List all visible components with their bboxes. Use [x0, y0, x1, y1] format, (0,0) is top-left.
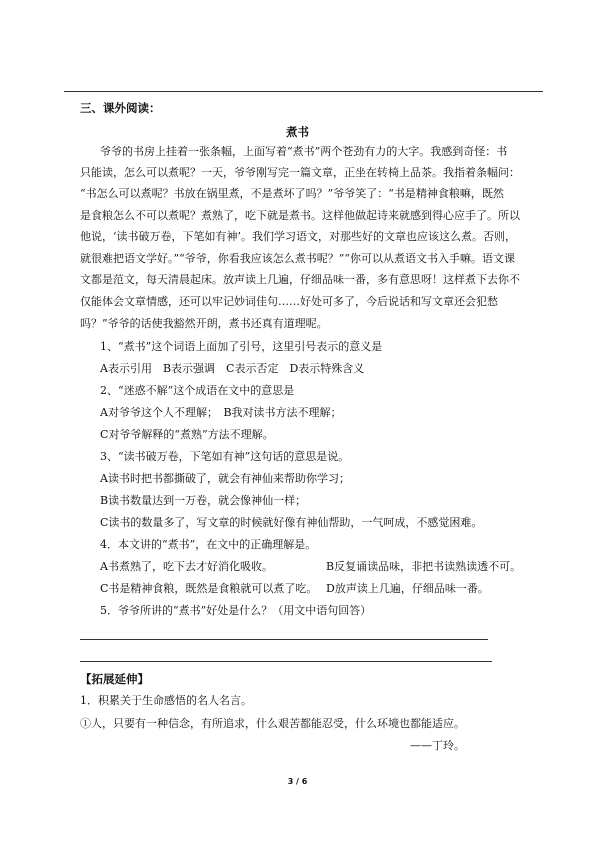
- section-title: 三、课外阅读：: [80, 101, 161, 115]
- question-4-option-d: D放声读上几遍，仔细品味一番。: [326, 582, 489, 595]
- question-3-option-c: C读书的数量多了，写文章的时候就好像有神仙帮助，一气呵成，不感觉困难。: [100, 516, 483, 529]
- extension-quote: ①人，只要有一种信念，有所追求，什么艰苦都能忍受，什么环境也都能适应。: [80, 717, 465, 730]
- question-3-option-b: B读书数量达到一万卷，就会像神仙一样；: [100, 494, 307, 507]
- passage-line: 仅能体会文章情感，还可以牢记妙词佳句……好处可多了，今后说话和写文章还会犯愁: [80, 295, 498, 308]
- question-2-options-ab: A对爷爷这个人不理解； B我对读书方法不理解；: [100, 406, 342, 419]
- question-5: 5．爷爷所讲的“煮书”好处是什么？（用文中语句回答）: [100, 604, 372, 617]
- question-3-option-a: A读书时把书都撕破了，就会有神仙来帮助你学习；: [100, 472, 350, 485]
- question-4-option-b: B反复诵读品味，非把书读熟读透不可。: [326, 560, 522, 573]
- answer-line: [80, 639, 488, 640]
- quote-author: ——丁玲。: [410, 739, 465, 752]
- passage-line: 他说，‘读书破万卷，下笔如有神’。我们学习语文，对那些好的文章也应该这么煮。否则，: [80, 230, 516, 243]
- question-4-option-a: A书煮熟了，吃下去才好消化吸收。: [100, 560, 273, 573]
- extension-title: 【拓展延伸】: [80, 672, 149, 686]
- passage-line: 就很难把语文学好。”“爷爷，你看我应该怎么煮书呢？”“你可以从煮语文书入手嘛。语文课: [80, 252, 515, 265]
- header-rule: [64, 91, 543, 92]
- essay-title: 煮书: [286, 125, 309, 139]
- question-1-options: A表示引用 B表示强调 C表示否定 D表示特殊含义: [100, 362, 365, 375]
- passage-line: 只能读，怎么可以煮呢？一天，爷爷刚写完一篇文章，正坐在转椅上品茶。我指着条幅问：: [80, 166, 520, 179]
- question-2-option-c: C对爷爷解释的“煮熟”方法不理解。: [100, 428, 274, 441]
- answer-line: [80, 661, 492, 662]
- passage-line: 文都是范文，每天清晨起床。放声读上几遍，仔细品味一番，多有意思呀！这样煮下去你不: [80, 273, 520, 286]
- extension-item-1: 1．积累关于生命感悟的名人名言。: [80, 694, 252, 707]
- passage-line: 是食粮怎么不可以煮呢？煮熟了，吃下就是煮书。这样他做起诗来就感到得心应手了。所以: [80, 209, 520, 222]
- passage-line: “书怎么可以煮呢？书放在锅里煮，不是煮坏了吗？”爷爷笑了：“书是精神食粮嘛，既然: [80, 187, 504, 200]
- passage-line: 爷爷的书房上挂着一张条幅，上面写着“煮书”两个苍劲有力的大字。我感到奇怪：书: [100, 145, 508, 158]
- question-4-option-c: C书是精神食粮，既然是食粮就可以煮了吃。: [100, 582, 318, 595]
- question-4: 4．本文讲的“煮书”，在文中的正确理解是。: [100, 538, 317, 551]
- passage-line: 吗？”爷爷的话使我豁然开朗，煮书还真有道理呢。: [80, 317, 328, 330]
- question-2: 2、“迷惑不解”这个成语在文中的意思是: [100, 384, 295, 397]
- question-1: 1、“煮书”这个词语上面加了引号，这里引号表示的意义是: [100, 340, 383, 353]
- question-3: 3、“读书破万卷，下笔如有神”这句话的意思是说。: [100, 450, 350, 463]
- page-number: 3 / 6: [287, 777, 308, 786]
